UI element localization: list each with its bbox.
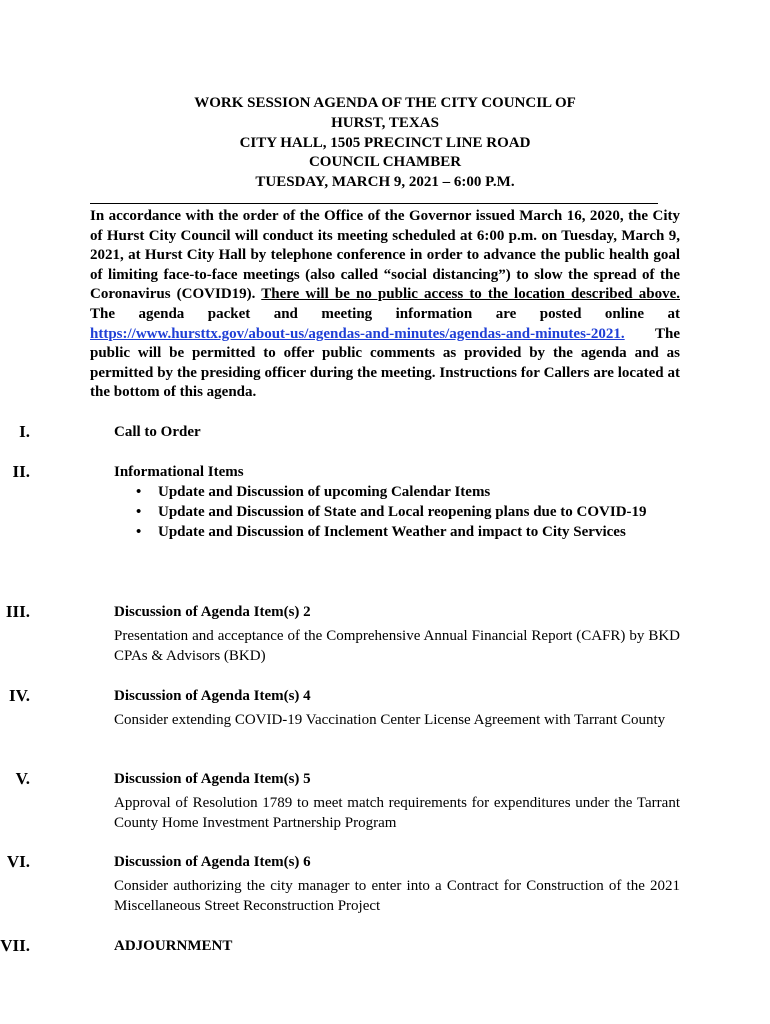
item-numeral: I. [19, 422, 30, 441]
item-title: Call to Order [114, 424, 201, 440]
header-line-address: CITY HALL, 1505 PRECINCT LINE ROAD [239, 134, 531, 151]
item-description: Presentation and acceptance of the Comprehensive Annual Financial Report (CAFR) by BKD CPAs & Advisors (BKD) [114, 628, 680, 664]
bullet-item [114, 522, 658, 542]
informational-bullets [114, 482, 658, 542]
item-title: Discussion of Agenda Item(s) 4 [114, 688, 311, 704]
item-title: Discussion of Agenda Item(s) 6 [114, 854, 311, 870]
intro-text-2: The agenda packet and meeting information are posted online at [90, 305, 680, 322]
bullet-icon: • [136, 484, 142, 500]
item-description: Consider authorizing the city manager to enter into a Contract for Construction of the 2021 Miscellaneous Street Reconstruction Project [114, 878, 680, 914]
item-title: Informational Items [114, 464, 244, 480]
item-description: Consider extending COVID-19 Vaccination Center License Agreement with Tarrant County [114, 712, 666, 728]
header-line-date: TUESDAY, MARCH 9, 2021 – 6:00 P.M. [255, 174, 515, 191]
header-line-city: HURST, TEXAS [331, 114, 439, 131]
intro-text-1: In accordance with the order of the Office of the Governor issued March 16, 2020, the City of Hurst City Council will conduct its meeting scheduled at 6:00 p.m. on Tuesday, March 9, 2021, at Hurst City Hall by telephone conference in order to advance the public health goal of limiting face-to-face meetings (also called “social distancing”) to slow the spread of the Coronavirus (COVID19). [90, 208, 680, 303]
item-numeral: II. [12, 462, 30, 481]
bullet-text: Update and Discussion of State and Local reopening plans due to COVID-19 [158, 504, 647, 520]
item-numeral: VII. [0, 936, 30, 955]
intro-paragraph [90, 207, 680, 403]
header-line-title: WORK SESSION AGENDA OF THE CITY COUNCIL OF [194, 95, 576, 111]
bullet-text: Update and Discussion of Inclement Weather and impact to City Services [158, 524, 626, 540]
bullet-item [114, 482, 658, 502]
item-numeral: III. [5, 602, 30, 621]
item-numeral: IV. [9, 686, 30, 705]
item-numeral: V. [15, 769, 30, 788]
item-title: ADJOURNMENT [114, 938, 233, 954]
bullet-icon: • [136, 524, 142, 540]
intro-no-public-access: There will be no public access to the location described above. [261, 286, 680, 303]
item-description: Approval of Resolution 1789 to meet match requirements for expenditures under the Tarrant County Home Investment Partnership Program [114, 795, 680, 831]
bullet-text: Update and Discussion of upcoming Calendar Items [158, 484, 491, 500]
item-numeral: VI. [6, 852, 30, 871]
item-title: Discussion of Agenda Item(s) 2 [114, 604, 311, 620]
bullet-icon: • [136, 504, 142, 520]
agenda-header [90, 94, 680, 193]
intro-text-3: The public will be permitted to offer public comments as provided by the agenda and as permitted by the presiding officer during the meeting. Instructions for Callers are located at the bottom of this agenda. [90, 325, 680, 401]
bullet-item [114, 502, 658, 522]
item-title: Discussion of Agenda Item(s) 5 [114, 771, 311, 787]
header-line-room: COUNCIL CHAMBER [308, 154, 462, 171]
header-divider [90, 203, 658, 204]
agenda-link[interactable]: https://www.hursttx.gov/about-us/agendas-and-minutes/agendas-and-minutes-2021. [90, 325, 625, 342]
